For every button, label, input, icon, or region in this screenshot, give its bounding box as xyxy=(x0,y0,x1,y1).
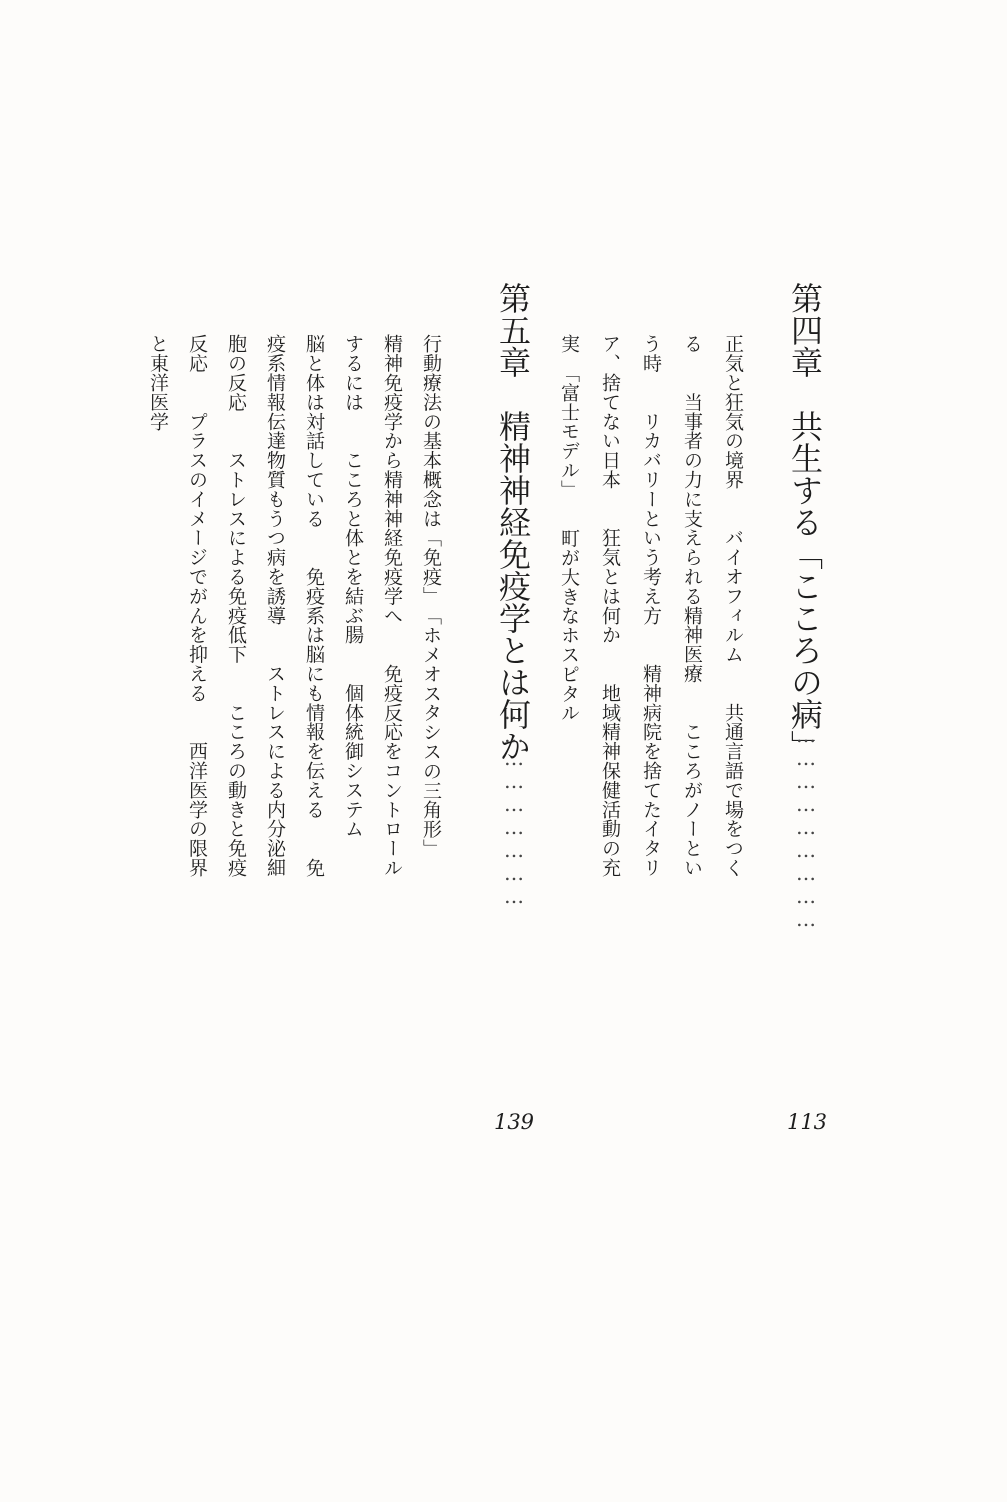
chapter-5-toc-line: 精神免疫学から精神神経免疫学へ 免疫反応をコントロール xyxy=(381,334,403,878)
chapter-4-toc-line: る 当事者の力に支えられる精神医療 こころがノーとい xyxy=(681,334,703,878)
chapter-5-toc-line: するには こころと体とを結ぶ腸 個体統御システム xyxy=(342,334,364,839)
chapter-5-toc-line: 脳と体は対話している 免疫系は脳にも情報を伝える 免 xyxy=(303,334,325,878)
chapter-5-page-number: 139 xyxy=(493,1110,535,1134)
chapter-4-title: 第四章 共生する「こころの病」 xyxy=(786,282,824,762)
chapter-4-toc-line: う時 リカバリーという考え方 精神病院を捨てたイタリ xyxy=(640,334,662,878)
chapter-5-toc-line: 疫系情報伝達物質もうつ病を誘導 ストレスによる内分泌細 xyxy=(264,334,286,878)
chapter-4-toc-line: ア、捨てない日本 狂気とは何か 地域精神保健活動の充 xyxy=(599,334,621,878)
chapter-5-toc-line: 胞の反応 ストレスによる免疫低下 こころの動きと免疫 xyxy=(225,334,247,878)
chapter-5-toc-line: 反応 プラスのイメージでがんを抑える 西洋医学の限界 xyxy=(186,334,208,878)
chapter-4-leader-dots: ………………………… xyxy=(794,700,818,930)
chapter-4-toc-line: 正気と狂気の境界 バイオフィルム 共通言語で場をつく xyxy=(722,334,744,878)
chapter-5-toc-line: と東洋医学 xyxy=(147,334,169,431)
chapter-5-toc-line: 行動療法の基本概念は「免疫」 「ホメオスタシスの三角形」 xyxy=(420,334,442,859)
chapter-5-leader-dots: ……………………… xyxy=(502,700,526,907)
chapter-4-toc-line: 実 「富士モデル」 町が大きなホスピタル xyxy=(558,334,580,723)
chapter-5-title: 第五章 精神神経免疫学とは何か xyxy=(494,282,532,762)
chapter-4-page-number: 113 xyxy=(786,1110,828,1134)
